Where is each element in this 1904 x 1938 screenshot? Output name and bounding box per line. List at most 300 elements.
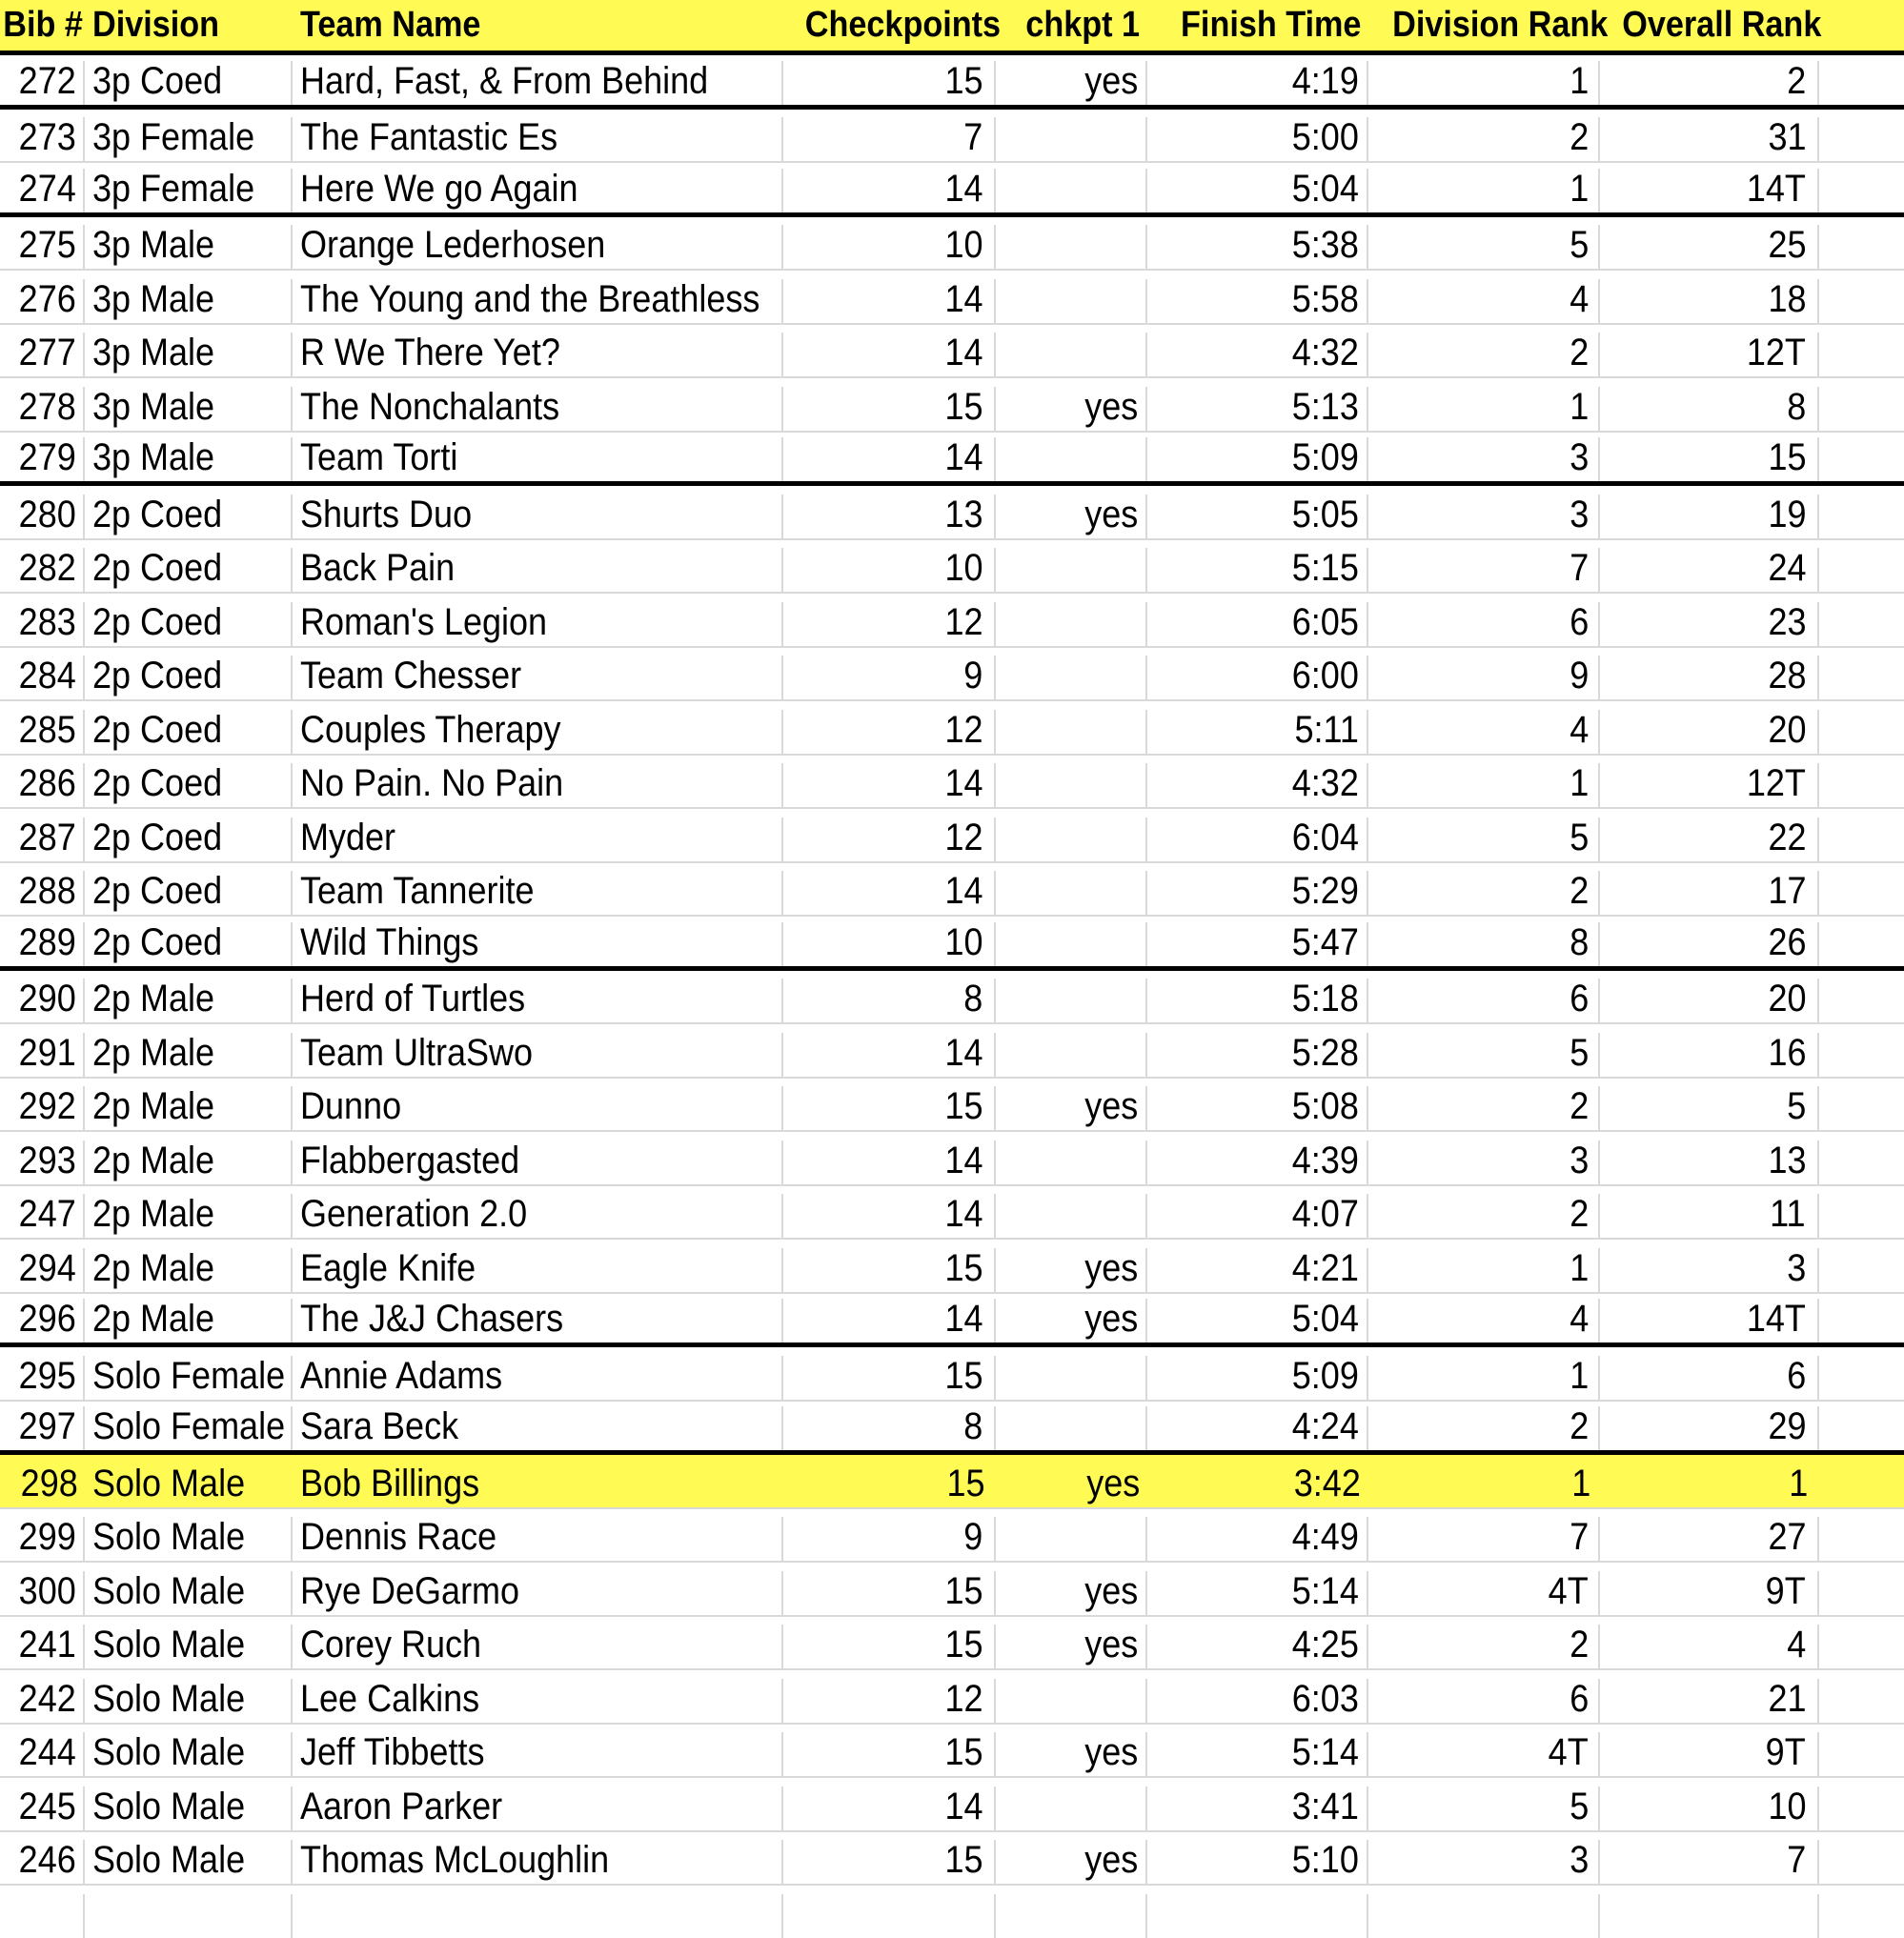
cell-overall_rank[interactable] xyxy=(1600,1141,1819,1184)
cell-division_rank[interactable] xyxy=(1368,1194,1600,1238)
cell-checkpoints[interactable] xyxy=(783,979,996,1022)
cell-chkpt1[interactable] xyxy=(996,979,1147,1022)
cell-bib[interactable] xyxy=(0,61,85,105)
cell-overall_rank[interactable] xyxy=(1600,871,1819,915)
cell-team[interactable] xyxy=(293,1141,783,1184)
cell-chkpt1[interactable] xyxy=(996,1571,1147,1615)
cell-finish[interactable] xyxy=(1147,1406,1368,1450)
cell-overall_rank[interactable] xyxy=(1600,169,1819,212)
cell-division_rank[interactable] xyxy=(1368,922,1600,966)
column-header-division[interactable] xyxy=(85,4,293,45)
cell-division[interactable] xyxy=(85,1464,293,1507)
cell-bib[interactable] xyxy=(0,1086,85,1130)
cell-chkpt1[interactable] xyxy=(996,1894,1147,1938)
cell-division_rank[interactable] xyxy=(1368,656,1600,699)
cell-team[interactable] xyxy=(293,387,783,431)
cell-chkpt1[interactable] xyxy=(996,333,1147,376)
column-header-bib[interactable] xyxy=(0,4,85,45)
cell-chkpt1[interactable] xyxy=(996,1787,1147,1830)
cell-bib[interactable] xyxy=(0,279,85,323)
cell-spacer[interactable] xyxy=(1819,61,1904,105)
cell-division[interactable] xyxy=(85,495,293,538)
cell-checkpoints[interactable] xyxy=(783,495,996,538)
cell-team[interactable] xyxy=(293,1086,783,1130)
cell-team[interactable] xyxy=(293,1517,783,1561)
cell-division[interactable] xyxy=(85,979,293,1022)
cell-finish[interactable] xyxy=(1147,922,1368,966)
cell-checkpoints[interactable] xyxy=(783,437,996,481)
cell-checkpoints[interactable] xyxy=(783,1571,996,1615)
cell-bib[interactable] xyxy=(0,818,85,861)
cell-finish[interactable] xyxy=(1147,548,1368,592)
cell-overall_rank[interactable] xyxy=(1600,1732,1819,1776)
cell-division_rank[interactable] xyxy=(1368,1571,1600,1615)
cell-overall_rank[interactable] xyxy=(1600,225,1819,269)
cell-team[interactable] xyxy=(293,979,783,1022)
cell-spacer[interactable] xyxy=(1819,1571,1904,1615)
cell-division_rank[interactable] xyxy=(1368,818,1600,861)
cell-checkpoints[interactable] xyxy=(783,1086,996,1130)
cell-finish[interactable] xyxy=(1147,1033,1368,1077)
cell-overall_rank[interactable] xyxy=(1600,1299,1819,1342)
cell-division_rank[interactable] xyxy=(1368,117,1600,161)
cell-checkpoints[interactable] xyxy=(783,1248,996,1292)
cell-spacer[interactable] xyxy=(1819,1248,1904,1292)
cell-spacer[interactable] xyxy=(1819,1464,1904,1507)
cell-team[interactable] xyxy=(293,61,783,105)
cell-division[interactable] xyxy=(85,1571,293,1615)
cell-chkpt1[interactable] xyxy=(996,279,1147,323)
cell-division[interactable] xyxy=(85,61,293,105)
cell-bib[interactable] xyxy=(0,333,85,376)
cell-bib[interactable] xyxy=(0,1571,85,1615)
cell-bib[interactable] xyxy=(0,656,85,699)
cell-checkpoints[interactable] xyxy=(783,117,996,161)
cell-division[interactable] xyxy=(85,1625,293,1668)
cell-team[interactable] xyxy=(293,1464,783,1507)
cell-team[interactable] xyxy=(293,1571,783,1615)
cell-overall_rank[interactable] xyxy=(1600,1840,1819,1884)
cell-finish[interactable] xyxy=(1147,1141,1368,1184)
cell-chkpt1[interactable] xyxy=(996,871,1147,915)
cell-division_rank[interactable] xyxy=(1368,1141,1600,1184)
cell-division[interactable] xyxy=(85,169,293,212)
cell-division_rank[interactable] xyxy=(1368,1248,1600,1292)
cell-overall_rank[interactable] xyxy=(1600,818,1819,861)
cell-finish[interactable] xyxy=(1147,1840,1368,1884)
cell-division_rank[interactable] xyxy=(1368,1787,1600,1830)
cell-division[interactable] xyxy=(85,922,293,966)
cell-chkpt1[interactable] xyxy=(996,61,1147,105)
cell-overall_rank[interactable] xyxy=(1600,1625,1819,1668)
cell-spacer[interactable] xyxy=(1819,1406,1904,1450)
cell-checkpoints[interactable] xyxy=(783,1840,996,1884)
cell-finish[interactable] xyxy=(1147,1625,1368,1668)
column-header-finish[interactable] xyxy=(1147,4,1368,45)
cell-team[interactable] xyxy=(293,710,783,754)
cell-team[interactable] xyxy=(293,1840,783,1884)
cell-overall_rank[interactable] xyxy=(1600,1406,1819,1450)
cell-bib[interactable] xyxy=(0,387,85,431)
cell-spacer[interactable] xyxy=(1819,710,1904,754)
cell-division_rank[interactable] xyxy=(1368,387,1600,431)
cell-checkpoints[interactable] xyxy=(783,1406,996,1450)
cell-overall_rank[interactable] xyxy=(1600,1033,1819,1077)
cell-division_rank[interactable] xyxy=(1368,1894,1600,1938)
cell-checkpoints[interactable] xyxy=(783,61,996,105)
cell-spacer[interactable] xyxy=(1819,979,1904,1022)
cell-checkpoints[interactable] xyxy=(783,387,996,431)
cell-division[interactable] xyxy=(85,1356,293,1400)
cell-checkpoints[interactable] xyxy=(783,1679,996,1723)
cell-division_rank[interactable] xyxy=(1368,61,1600,105)
cell-spacer[interactable] xyxy=(1819,437,1904,481)
cell-bib[interactable] xyxy=(0,922,85,966)
cell-team[interactable] xyxy=(293,279,783,323)
cell-bib[interactable] xyxy=(0,117,85,161)
cell-division_rank[interactable] xyxy=(1368,1299,1600,1342)
cell-overall_rank[interactable] xyxy=(1600,437,1819,481)
cell-finish[interactable] xyxy=(1147,117,1368,161)
cell-bib[interactable] xyxy=(0,1840,85,1884)
cell-overall_rank[interactable] xyxy=(1600,495,1819,538)
cell-chkpt1[interactable] xyxy=(996,1840,1147,1884)
cell-division[interactable] xyxy=(85,710,293,754)
cell-checkpoints[interactable] xyxy=(783,710,996,754)
cell-spacer[interactable] xyxy=(1819,225,1904,269)
cell-chkpt1[interactable] xyxy=(996,169,1147,212)
cell-checkpoints[interactable] xyxy=(783,1033,996,1077)
cell-overall_rank[interactable] xyxy=(1600,1894,1819,1938)
cell-checkpoints[interactable] xyxy=(783,1464,996,1507)
cell-chkpt1[interactable] xyxy=(996,495,1147,538)
column-header-chkpt1[interactable] xyxy=(996,4,1147,45)
cell-bib[interactable] xyxy=(0,1625,85,1668)
cell-finish[interactable] xyxy=(1147,437,1368,481)
cell-division_rank[interactable] xyxy=(1368,225,1600,269)
cell-overall_rank[interactable] xyxy=(1600,1787,1819,1830)
cell-finish[interactable] xyxy=(1147,333,1368,376)
cell-finish[interactable] xyxy=(1147,763,1368,807)
cell-checkpoints[interactable] xyxy=(783,279,996,323)
cell-division[interactable] xyxy=(85,871,293,915)
cell-chkpt1[interactable] xyxy=(996,548,1147,592)
cell-division[interactable] xyxy=(85,548,293,592)
cell-overall_rank[interactable] xyxy=(1600,656,1819,699)
cell-bib[interactable] xyxy=(0,169,85,212)
cell-spacer[interactable] xyxy=(1819,1732,1904,1776)
cell-bib[interactable] xyxy=(0,871,85,915)
cell-chkpt1[interactable] xyxy=(996,1356,1147,1400)
cell-bib[interactable] xyxy=(0,1732,85,1776)
cell-finish[interactable] xyxy=(1147,1894,1368,1938)
cell-team[interactable] xyxy=(293,1194,783,1238)
cell-spacer[interactable] xyxy=(1819,1840,1904,1884)
cell-finish[interactable] xyxy=(1147,225,1368,269)
cell-chkpt1[interactable] xyxy=(996,1517,1147,1561)
cell-bib[interactable] xyxy=(0,1894,85,1938)
cell-bib[interactable] xyxy=(0,1248,85,1292)
cell-chkpt1[interactable] xyxy=(996,818,1147,861)
cell-bib[interactable] xyxy=(0,1679,85,1723)
cell-finish[interactable] xyxy=(1147,1464,1368,1507)
cell-finish[interactable] xyxy=(1147,979,1368,1022)
cell-chkpt1[interactable] xyxy=(996,1033,1147,1077)
cell-overall_rank[interactable] xyxy=(1600,279,1819,323)
cell-division[interactable] xyxy=(85,333,293,376)
cell-checkpoints[interactable] xyxy=(783,763,996,807)
cell-division[interactable] xyxy=(85,1894,293,1938)
cell-bib[interactable] xyxy=(0,1194,85,1238)
cell-team[interactable] xyxy=(293,1033,783,1077)
cell-checkpoints[interactable] xyxy=(783,225,996,269)
cell-division[interactable] xyxy=(85,1194,293,1238)
cell-overall_rank[interactable] xyxy=(1600,1517,1819,1561)
cell-chkpt1[interactable] xyxy=(996,437,1147,481)
cell-division_rank[interactable] xyxy=(1368,1625,1600,1668)
cell-team[interactable] xyxy=(293,656,783,699)
cell-division_rank[interactable] xyxy=(1368,495,1600,538)
cell-overall_rank[interactable] xyxy=(1600,333,1819,376)
cell-checkpoints[interactable] xyxy=(783,1141,996,1184)
cell-finish[interactable] xyxy=(1147,1732,1368,1776)
cell-chkpt1[interactable] xyxy=(996,1406,1147,1450)
cell-division_rank[interactable] xyxy=(1368,1086,1600,1130)
cell-team[interactable] xyxy=(293,117,783,161)
cell-division[interactable] xyxy=(85,1086,293,1130)
cell-finish[interactable] xyxy=(1147,1679,1368,1723)
cell-division_rank[interactable] xyxy=(1368,871,1600,915)
cell-spacer[interactable] xyxy=(1819,656,1904,699)
cell-division[interactable] xyxy=(85,1787,293,1830)
cell-finish[interactable] xyxy=(1147,1356,1368,1400)
cell-bib[interactable] xyxy=(0,710,85,754)
cell-division_rank[interactable] xyxy=(1368,1464,1600,1507)
cell-team[interactable] xyxy=(293,169,783,212)
cell-finish[interactable] xyxy=(1147,495,1368,538)
cell-division_rank[interactable] xyxy=(1368,169,1600,212)
cell-finish[interactable] xyxy=(1147,818,1368,861)
cell-overall_rank[interactable] xyxy=(1600,979,1819,1022)
cell-overall_rank[interactable] xyxy=(1600,1194,1819,1238)
cell-checkpoints[interactable] xyxy=(783,602,996,646)
cell-division_rank[interactable] xyxy=(1368,437,1600,481)
cell-division_rank[interactable] xyxy=(1368,279,1600,323)
cell-overall_rank[interactable] xyxy=(1600,387,1819,431)
cell-team[interactable] xyxy=(293,602,783,646)
cell-checkpoints[interactable] xyxy=(783,1517,996,1561)
cell-finish[interactable] xyxy=(1147,710,1368,754)
cell-finish[interactable] xyxy=(1147,656,1368,699)
cell-checkpoints[interactable] xyxy=(783,1625,996,1668)
cell-chkpt1[interactable] xyxy=(996,387,1147,431)
cell-division_rank[interactable] xyxy=(1368,1679,1600,1723)
cell-checkpoints[interactable] xyxy=(783,871,996,915)
cell-division[interactable] xyxy=(85,1299,293,1342)
cell-division_rank[interactable] xyxy=(1368,1732,1600,1776)
cell-finish[interactable] xyxy=(1147,1299,1368,1342)
cell-team[interactable] xyxy=(293,1356,783,1400)
cell-division[interactable] xyxy=(85,656,293,699)
cell-bib[interactable] xyxy=(0,1406,85,1450)
cell-chkpt1[interactable] xyxy=(996,1248,1147,1292)
cell-chkpt1[interactable] xyxy=(996,1194,1147,1238)
cell-team[interactable] xyxy=(293,1248,783,1292)
cell-team[interactable] xyxy=(293,763,783,807)
cell-division_rank[interactable] xyxy=(1368,710,1600,754)
cell-division[interactable] xyxy=(85,763,293,807)
column-header-spacer[interactable] xyxy=(1819,7,1904,45)
cell-team[interactable] xyxy=(293,437,783,481)
cell-overall_rank[interactable] xyxy=(1600,1248,1819,1292)
cell-spacer[interactable] xyxy=(1819,1033,1904,1077)
cell-spacer[interactable] xyxy=(1819,818,1904,861)
cell-bib[interactable] xyxy=(0,1464,85,1507)
cell-team[interactable] xyxy=(293,1625,783,1668)
cell-division_rank[interactable] xyxy=(1368,333,1600,376)
cell-finish[interactable] xyxy=(1147,279,1368,323)
cell-checkpoints[interactable] xyxy=(783,333,996,376)
cell-chkpt1[interactable] xyxy=(996,602,1147,646)
cell-spacer[interactable] xyxy=(1819,117,1904,161)
cell-overall_rank[interactable] xyxy=(1600,1086,1819,1130)
cell-chkpt1[interactable] xyxy=(996,1299,1147,1342)
cell-overall_rank[interactable] xyxy=(1600,548,1819,592)
cell-chkpt1[interactable] xyxy=(996,1732,1147,1776)
cell-spacer[interactable] xyxy=(1819,1086,1904,1130)
cell-division_rank[interactable] xyxy=(1368,548,1600,592)
cell-division[interactable] xyxy=(85,1679,293,1723)
cell-finish[interactable] xyxy=(1147,1248,1368,1292)
cell-chkpt1[interactable] xyxy=(996,922,1147,966)
cell-spacer[interactable] xyxy=(1819,333,1904,376)
cell-chkpt1[interactable] xyxy=(996,1625,1147,1668)
cell-chkpt1[interactable] xyxy=(996,656,1147,699)
cell-division_rank[interactable] xyxy=(1368,1356,1600,1400)
cell-finish[interactable] xyxy=(1147,1086,1368,1130)
cell-bib[interactable] xyxy=(0,1299,85,1342)
cell-division[interactable] xyxy=(85,1406,293,1450)
cell-division_rank[interactable] xyxy=(1368,763,1600,807)
cell-finish[interactable] xyxy=(1147,169,1368,212)
cell-bib[interactable] xyxy=(0,1787,85,1830)
cell-overall_rank[interactable] xyxy=(1600,763,1819,807)
cell-team[interactable] xyxy=(293,922,783,966)
cell-team[interactable] xyxy=(293,818,783,861)
cell-chkpt1[interactable] xyxy=(996,1464,1147,1507)
cell-bib[interactable] xyxy=(0,1033,85,1077)
cell-spacer[interactable] xyxy=(1819,548,1904,592)
cell-spacer[interactable] xyxy=(1819,871,1904,915)
cell-finish[interactable] xyxy=(1147,387,1368,431)
cell-chkpt1[interactable] xyxy=(996,1679,1147,1723)
cell-team[interactable] xyxy=(293,1732,783,1776)
cell-spacer[interactable] xyxy=(1819,1356,1904,1400)
cell-checkpoints[interactable] xyxy=(783,1194,996,1238)
cell-division[interactable] xyxy=(85,1033,293,1077)
cell-spacer[interactable] xyxy=(1819,1517,1904,1561)
cell-spacer[interactable] xyxy=(1819,1679,1904,1723)
cell-spacer[interactable] xyxy=(1819,1194,1904,1238)
column-header-overall_rank[interactable] xyxy=(1600,4,1822,45)
cell-checkpoints[interactable] xyxy=(783,818,996,861)
cell-team[interactable] xyxy=(293,1406,783,1450)
cell-team[interactable] xyxy=(293,1299,783,1342)
cell-overall_rank[interactable] xyxy=(1600,117,1819,161)
cell-finish[interactable] xyxy=(1147,1194,1368,1238)
cell-division_rank[interactable] xyxy=(1368,602,1600,646)
cell-spacer[interactable] xyxy=(1819,279,1904,323)
cell-spacer[interactable] xyxy=(1819,1141,1904,1184)
cell-division_rank[interactable] xyxy=(1368,1840,1600,1884)
cell-overall_rank[interactable] xyxy=(1600,61,1819,105)
cell-spacer[interactable] xyxy=(1819,495,1904,538)
cell-overall_rank[interactable] xyxy=(1600,1464,1819,1507)
cell-overall_rank[interactable] xyxy=(1600,710,1819,754)
cell-finish[interactable] xyxy=(1147,602,1368,646)
cell-checkpoints[interactable] xyxy=(783,1356,996,1400)
cell-checkpoints[interactable] xyxy=(783,548,996,592)
cell-division[interactable] xyxy=(85,437,293,481)
cell-spacer[interactable] xyxy=(1819,1299,1904,1342)
cell-chkpt1[interactable] xyxy=(996,1086,1147,1130)
cell-checkpoints[interactable] xyxy=(783,922,996,966)
cell-spacer[interactable] xyxy=(1819,922,1904,966)
cell-checkpoints[interactable] xyxy=(783,169,996,212)
cell-division[interactable] xyxy=(85,1141,293,1184)
cell-team[interactable] xyxy=(293,548,783,592)
cell-division[interactable] xyxy=(85,117,293,161)
cell-spacer[interactable] xyxy=(1819,763,1904,807)
cell-division_rank[interactable] xyxy=(1368,1406,1600,1450)
cell-finish[interactable] xyxy=(1147,1517,1368,1561)
cell-team[interactable] xyxy=(293,1679,783,1723)
cell-spacer[interactable] xyxy=(1819,602,1904,646)
cell-spacer[interactable] xyxy=(1819,387,1904,431)
cell-division[interactable] xyxy=(85,279,293,323)
cell-division[interactable] xyxy=(85,1517,293,1561)
cell-bib[interactable] xyxy=(0,1356,85,1400)
column-header-team[interactable] xyxy=(293,4,783,45)
cell-chkpt1[interactable] xyxy=(996,225,1147,269)
cell-division_rank[interactable] xyxy=(1368,979,1600,1022)
cell-finish[interactable] xyxy=(1147,61,1368,105)
cell-team[interactable] xyxy=(293,1894,783,1938)
cell-bib[interactable] xyxy=(0,602,85,646)
cell-finish[interactable] xyxy=(1147,871,1368,915)
cell-bib[interactable] xyxy=(0,548,85,592)
cell-division_rank[interactable] xyxy=(1368,1033,1600,1077)
cell-division[interactable] xyxy=(85,387,293,431)
cell-overall_rank[interactable] xyxy=(1600,922,1819,966)
cell-team[interactable] xyxy=(293,225,783,269)
cell-spacer[interactable] xyxy=(1819,1625,1904,1668)
cell-bib[interactable] xyxy=(0,763,85,807)
cell-overall_rank[interactable] xyxy=(1600,602,1819,646)
column-header-checkpoints[interactable] xyxy=(783,4,1002,45)
cell-spacer[interactable] xyxy=(1819,1894,1904,1938)
cell-checkpoints[interactable] xyxy=(783,1787,996,1830)
cell-bib[interactable] xyxy=(0,437,85,481)
cell-checkpoints[interactable] xyxy=(783,1732,996,1776)
cell-spacer[interactable] xyxy=(1819,169,1904,212)
cell-chkpt1[interactable] xyxy=(996,1141,1147,1184)
cell-finish[interactable] xyxy=(1147,1571,1368,1615)
cell-team[interactable] xyxy=(293,333,783,376)
cell-overall_rank[interactable] xyxy=(1600,1571,1819,1615)
cell-checkpoints[interactable] xyxy=(783,1894,996,1938)
cell-chkpt1[interactable] xyxy=(996,710,1147,754)
